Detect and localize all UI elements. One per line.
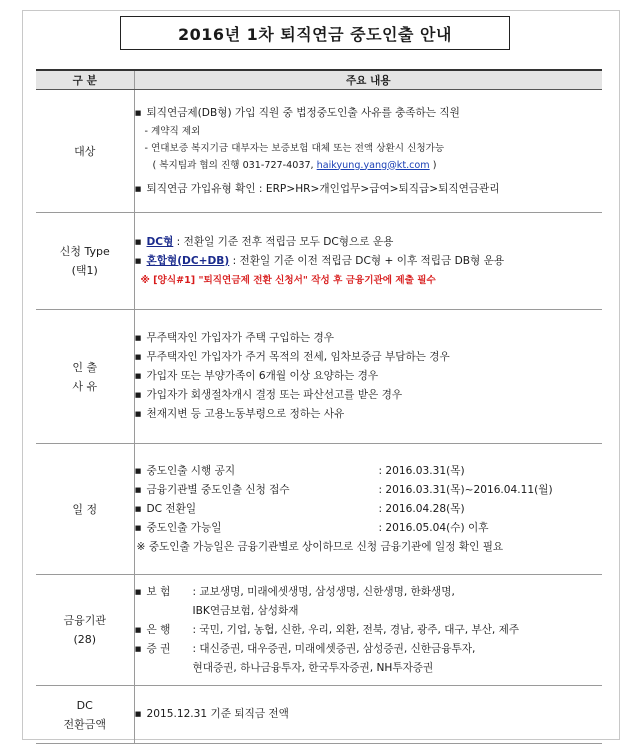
target-line-1: 퇴직연금제(DB형) 가입 직원 중 법정중도인출 사유를 충족하는 직원 bbox=[146, 106, 460, 119]
list-item bbox=[135, 348, 603, 367]
row-reason bbox=[36, 310, 602, 444]
bullet-icon: ▪ bbox=[134, 708, 142, 720]
list-item bbox=[135, 481, 603, 500]
amount-line: 2015.12.31 기준 퇴직금 전액 bbox=[146, 708, 289, 720]
bullet-icon: ▪ bbox=[134, 642, 142, 655]
bullet-icon: ▪ bbox=[134, 502, 142, 515]
list-item bbox=[135, 705, 603, 724]
list-item bbox=[135, 621, 603, 640]
bullet-icon: ▪ bbox=[134, 370, 142, 382]
bullet-icon: ▪ bbox=[134, 389, 142, 401]
bank-label: 은 행 bbox=[146, 623, 171, 636]
bullet-icon: ▪ bbox=[134, 254, 142, 267]
amount-label-2: 전환금액 bbox=[63, 717, 106, 731]
row-label-amount bbox=[36, 686, 134, 744]
email-link[interactable]: haikyung.yang@kt.com bbox=[316, 159, 430, 171]
row-target bbox=[36, 90, 602, 213]
securities-list-2: 현대증권, 하나금융투자, 한국투자증권, NH투자증권 bbox=[192, 661, 434, 674]
row-institutions bbox=[36, 575, 602, 686]
bullet-icon: ▪ bbox=[134, 521, 142, 534]
institutions-label-2: (28) bbox=[73, 633, 97, 646]
securities-list-1: : 대신증권, 대우증권, 미래에셋증권, 삼성증권, 신한금융투자, bbox=[192, 642, 476, 655]
target-sub-2: - 연대보증 복지기금 대부자는 보증보험 대체 또는 전액 상환시 신청가능 bbox=[144, 142, 445, 154]
type-label-1: 신청 Type bbox=[59, 245, 110, 258]
reason-item: 가입자가 회생절차개시 결정 또는 파산선고를 받은 경우 bbox=[146, 389, 403, 401]
list-item bbox=[135, 640, 603, 659]
list-item bbox=[135, 252, 603, 271]
bank-list: : 국민, 기업, 농협, 신한, 우리, 외환, 전북, 경남, 광주, 대구, 부산, 제주 bbox=[192, 623, 520, 636]
type-label-2: (택1) bbox=[71, 264, 98, 277]
row-amount bbox=[36, 686, 602, 744]
reason-item: 천재지변 등 고용노동부령으로 정하는 사유 bbox=[146, 408, 345, 420]
row-type bbox=[36, 213, 602, 310]
target-line-2: 퇴직연금 가입유형 확인 : ERP>HR>개인업무>급여>퇴직급>퇴직연금관리 bbox=[146, 182, 500, 195]
bullet-icon: ▪ bbox=[134, 623, 142, 636]
list-item bbox=[135, 583, 603, 602]
reason-label-2: 사 유 bbox=[72, 379, 98, 393]
bullet-icon: ▪ bbox=[134, 408, 142, 420]
schedule-item-date: : 2016.04.28(목) bbox=[378, 502, 465, 515]
schedule-note: ※ 중도인출 가능일은 금융기관별로 상이하므로 신청 금융기관에 일정 확인 필요 bbox=[136, 540, 504, 553]
table-header-row bbox=[36, 70, 602, 90]
row-schedule bbox=[36, 444, 602, 575]
insurance-label: 보 험 bbox=[146, 585, 171, 598]
row-content-type bbox=[134, 213, 602, 310]
bullet-icon: ▪ bbox=[134, 351, 142, 363]
schedule-item-name: 금융기관별 중도인출 신청 접수 bbox=[146, 483, 290, 496]
type-warning: ※ [양식#1] "퇴직연금제 전환 신청서" 작성 후 금융기관에 제출 필수 bbox=[140, 274, 436, 286]
notice-table bbox=[36, 69, 602, 744]
dc-type-name: DC형 bbox=[146, 235, 174, 248]
bullet-icon: ▪ bbox=[134, 106, 142, 119]
row-label-type bbox=[36, 213, 134, 310]
list-item bbox=[135, 519, 603, 538]
reason-item: 무주택자인 가입자가 주거 목적의 전세, 임차보증금 부담하는 경우 bbox=[146, 351, 450, 363]
row-label-target: 대상 bbox=[36, 90, 134, 213]
insurance-list-2: IBK연금보험, 삼성화재 bbox=[192, 604, 299, 617]
contact-text: ( 복지팀과 협의 진행 031-727-4037, bbox=[152, 159, 317, 171]
list-item bbox=[135, 386, 603, 405]
reason-item: 가입자 또는 부양가족이 6개월 이상 요양하는 경우 bbox=[146, 370, 379, 382]
row-content-reason bbox=[134, 310, 602, 444]
bullet-icon: ▪ bbox=[134, 464, 142, 477]
schedule-item-name: 중도인출 가능일 bbox=[146, 521, 222, 534]
list-item bbox=[135, 104, 603, 123]
schedule-item-date: : 2016.03.31(목)~2016.04.11(월) bbox=[378, 483, 553, 496]
bullet-icon: ▪ bbox=[134, 182, 142, 195]
securities-label: 증 권 bbox=[146, 642, 171, 655]
insurance-list-1: : 교보생명, 미래에셋생명, 삼성생명, 신한생명, 한화생명, bbox=[192, 585, 455, 598]
contact-close: ) bbox=[429, 159, 437, 171]
list-item bbox=[135, 405, 603, 424]
header-category: 구 분 bbox=[36, 70, 134, 90]
row-label-schedule: 일 정 bbox=[36, 444, 134, 575]
list-item bbox=[135, 462, 603, 481]
list-item bbox=[135, 233, 603, 252]
schedule-item-name: 중도인출 시행 공지 bbox=[146, 464, 236, 477]
schedule-item-date: : 2016.03.31(목) bbox=[378, 464, 465, 477]
reason-item: 무주택자인 가입자가 주택 구입하는 경우 bbox=[146, 332, 334, 344]
institutions-label-1: 금융기관 bbox=[63, 614, 106, 627]
schedule-item-name: DC 전환일 bbox=[146, 502, 197, 515]
list-item bbox=[135, 500, 603, 519]
list-item bbox=[135, 329, 603, 348]
row-content-target bbox=[134, 90, 602, 213]
mixed-type-name: 혼합형(DC+DB) bbox=[146, 254, 230, 267]
mixed-type-desc: : 전환일 기준 이전 적립금 DC형 + 이후 적립금 DB형 운용 bbox=[229, 254, 505, 267]
page-title: 2016년 1차 퇴직연금 중도인출 안내 bbox=[120, 16, 510, 50]
amount-label-1: DC bbox=[76, 698, 93, 712]
schedule-item-date: : 2016.05.04(수) 이후 bbox=[378, 521, 489, 534]
target-sub-3 bbox=[135, 157, 603, 174]
reason-label-1: 인 출 bbox=[72, 360, 98, 374]
row-content-schedule bbox=[134, 444, 602, 575]
dc-type-desc: : 전환일 기준 전후 적립금 모두 DC형으로 운용 bbox=[173, 235, 394, 248]
bullet-icon: ▪ bbox=[134, 332, 142, 344]
header-content: 주요 내용 bbox=[134, 70, 602, 90]
row-label-reason bbox=[36, 310, 134, 444]
bullet-icon: ▪ bbox=[134, 483, 142, 496]
bullet-icon: ▪ bbox=[134, 235, 142, 248]
target-sub-1: - 계약직 제외 bbox=[144, 125, 201, 137]
list-item bbox=[135, 367, 603, 386]
row-content-institutions bbox=[134, 575, 602, 686]
row-label-institutions bbox=[36, 575, 134, 686]
list-item bbox=[135, 180, 603, 199]
row-content-amount bbox=[134, 686, 602, 744]
bullet-icon: ▪ bbox=[134, 585, 142, 598]
